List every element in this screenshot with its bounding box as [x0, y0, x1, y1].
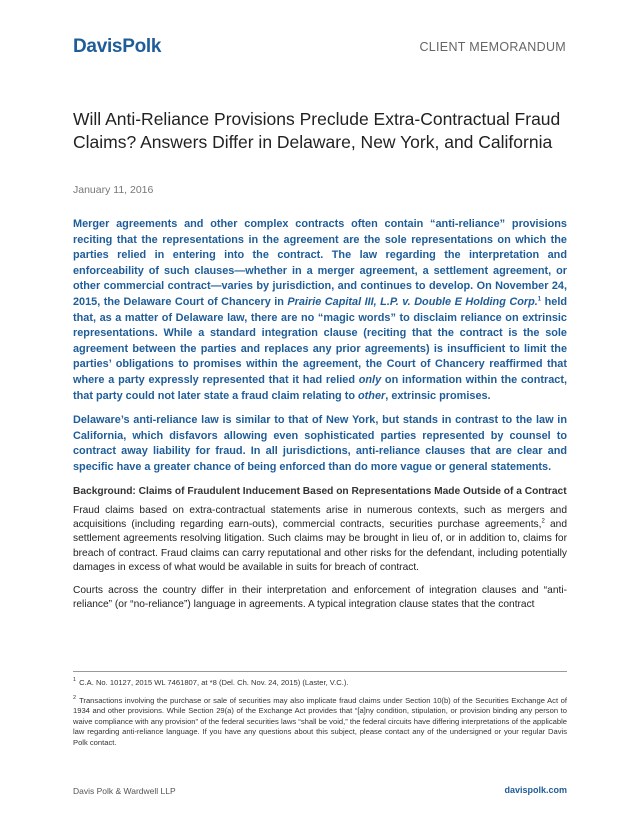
footnote-number: 2	[73, 695, 77, 702]
intro-paragraph-1	[73, 217, 567, 404]
footnotes	[73, 678, 567, 756]
footnote-number: 1	[73, 677, 77, 684]
footer-firm-name: Davis Polk & Wardwell LLP	[73, 786, 176, 796]
memo-date: January 11, 2016	[73, 184, 154, 196]
body-paragraph-1	[73, 504, 567, 576]
intro-text: on information within the contract, that party could not later state a fraud claim relating to	[73, 373, 567, 402]
memo-title: Will Anti-Reliance Provisions Preclude Extra-Contractual Fraud Claims? Answers Differ in Delaware, New York, and California	[73, 109, 561, 152]
footnote-2	[73, 696, 567, 749]
footnote-ref-2[interactable]: 2	[541, 518, 545, 525]
section-heading: Background: Claims of Fraudulent Inducement Based on Representations Made Outside of a Contract	[73, 485, 567, 497]
memo-label: CLIENT MEMORANDUM	[419, 40, 566, 54]
body-text: and settlement agreements resolving litigation. Such claims may be brought in lieu of, or in addition to, claims for breach of contract. Fraud claims can carry reputational and other risks for the defendant, including potentially damages in excess of what would be available in suits for breach of contract.	[73, 518, 567, 574]
case-name: Prairie Capital III, L.P. v. Double E Holding Corp.	[287, 295, 538, 308]
body-paragraph-2: Courts across the country differ in their interpretation and enforcement of integration clauses and “anti-reliance” (or “no-reliance”) language in agreements. A typical integration clause states that the contract	[73, 584, 567, 610]
emphasis-other: other	[358, 389, 386, 402]
footnote-text: Transactions involving the purchase or sale of securities may also implicate fraud claims under Section 10(b) of the Securities Exchange Act of 1934 and other provisions. While Section 29(a) of the Exchange Act provides that “[a]ny condition, stipulation, or provision binding any person to waive compliance with any provision” of the federal securities laws “shall be void,” the federal circuits have differing interpretations of the applicable law regarding anti-reliance language. If you have any questions about this subject, please contact any of the undersigned or your regular Davis Polk contact.	[73, 695, 567, 747]
intro-paragraph-2: Delaware’s anti-reliance law is similar to that of New York, but stands in contrast to the law in California, which disfavors allowing even sophisticated parties represented by counsel to contract away liability for fraud. In all jurisdictions, anti-reliance clauses that are clear and specific have a greater chance of being enforced than do more vague or general statements.	[73, 414, 567, 473]
intro-text: , extrinsic promises.	[385, 389, 491, 402]
body-text: Fraud claims based on extra-contractual statements arise in numerous contexts, such as mergers and acquisitions (including regarding earn-outs), commercial contracts, securities purchase agreements,	[73, 504, 567, 530]
footnote-1	[73, 678, 567, 689]
footnote-text: C.A. No. 10127, 2015 WL 7461807, at *8 (Del. Ch. Nov. 24, 2015) (Laster, V.C.).	[79, 678, 349, 687]
footnote-ref-1[interactable]: 1	[537, 296, 542, 303]
memo-body	[73, 217, 567, 620]
firm-logo: DavisPolk	[73, 36, 162, 57]
intro-text: Merger agreements and other complex contracts often contain “anti-reliance” provisions reciting that the representations in the agreement are the sole representations on which the parties relied in entering into the contract. The law regarding the interpretation and enforceability of such clauses—whether in a merger agreement, a settlement agreement, or other commercial contract—varies by jurisdiction, and continues to develop. On November 24, 2015, the Delaware Court of Chancery in	[73, 218, 567, 308]
footer-website-link[interactable]: davispolk.com	[504, 785, 567, 795]
footnote-divider	[73, 671, 567, 672]
intro-text: held that, as a matter of Delaware law, there are no “magic words” to disclaim reliance on extrinsic representations. While a standard integration clause (reciting that the contract is the sole agreement between the parties and replaces any prior agreements) is insufficient to limit the parties’ obligations to promises within the agreement, the Court of Chancery reaffirmed that where a party expressly represented that it had relied	[73, 295, 567, 386]
emphasis-only: only	[358, 373, 382, 386]
